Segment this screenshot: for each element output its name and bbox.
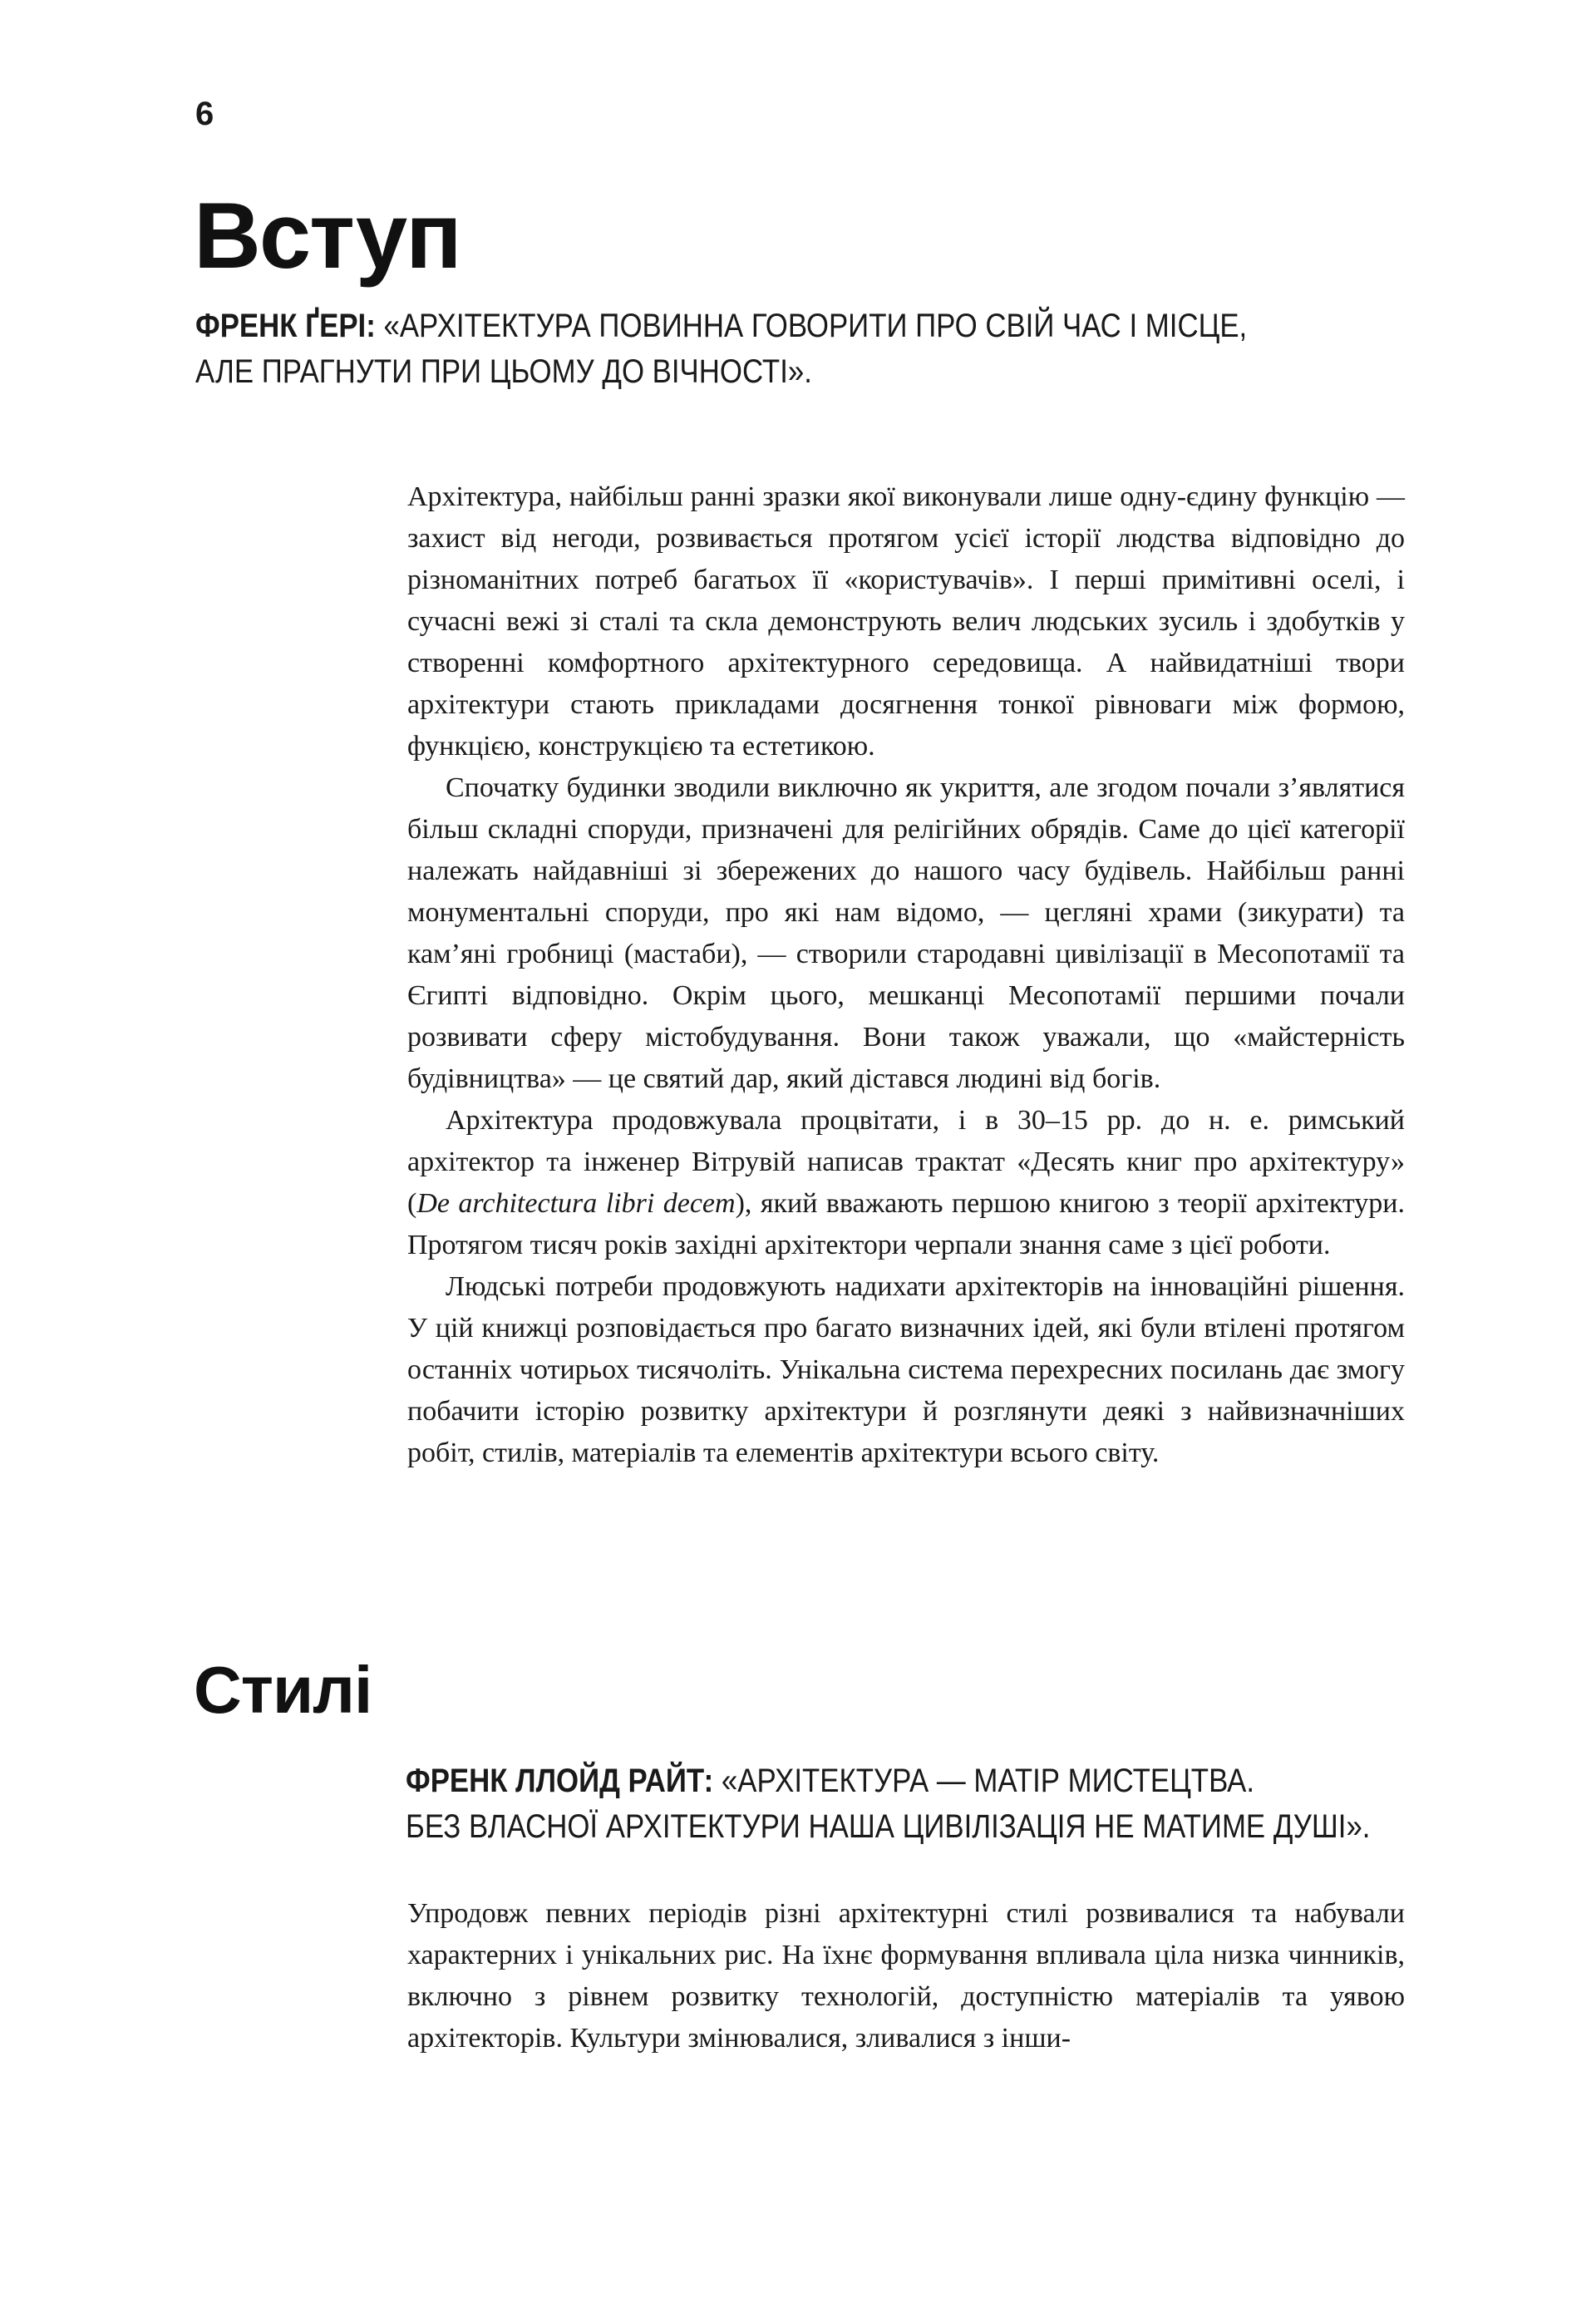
body-paragraph: Спочатку будинки зводили виключно як укриття, але згодом почали з’являтися більш складні споруди, призначені для релігійних обрядів. Саме до цієї категорії належать найдавніші зі збережених до нашого часу будівель. Найбільш ранні монументальні споруди, про які нам відомо, — цегляні храми (зикурати) та кам’яні гробниці (мастаби), — створили стародавні цивілізації в Месопотамії та Єгипті відповідно. Окрім цього, мешканці Месопотамії першими почали розвивати сферу містобудування. Вони також уважали, що «майстерність будівництва» — це святий дар, який дістався людині від богів.	[407, 772, 1405, 1094]
styles-body	[407, 1893, 1405, 2059]
page-number: 6	[195, 96, 214, 132]
epigraph-quote-line: АЛЕ ПРАГНУТИ ПРИ ЦЬОМУ ДО ВІЧНОСТІ».	[195, 353, 812, 390]
section-heading-styles: Стилі	[194, 1653, 372, 1727]
epigraph-quote-line: БЕЗ ВЛАСНОЇ АРХІТЕКТУРИ НАША ЦИВІЛІЗАЦІЯ НЕ МАТИМЕ ДУШІ».	[406, 1808, 1371, 1845]
epigraph-line	[406, 1758, 1370, 1804]
body-paragraph: Упродовж певних періодів різні архітектурні стилі розвивалися та набували характерних і унікальних рис. На їхнє формування впливала ціла низка чинників, включно з рівнем розвитку технологій, доступністю матеріалів та уявою архітекторів. Культури змінювалися, зливалися з інши-	[407, 1898, 1405, 2054]
body-paragraph: Архітектура, найбільш ранні зразки якої виконували лише одну-єдину функцію — захист від негоди, розвивається протягом усієї історії людства відповідно до різноманітних потреб багатьох її «користувачів». І перші примітивні оселі, і сучасні вежі зі сталі та скла демонструють велич людських зусиль і здобутків у створенні комфортного архітектурного середовища. А найвидатніші твори архітектури стають прикладами досягнення тонкої рівноваги між формою, функцією, конструкцією та естетикою.	[407, 481, 1405, 762]
epigraph-author: ФРЕНК ҐЕРІ:	[195, 308, 376, 344]
body-paragraph: Людські потреби продовжують надихати архітекторів на інноваційні рішення. У цій книжці розповідається про багато визначних ідей, які були втілені протягом останніх чотирьох тисячоліть. Унікальна система перехресних посилань дає змогу побачити історію розвитку архітектури й розглянути деякі з найвизначніших робіт, стилів, матеріалів та елементів архітектури всього світу.	[407, 1271, 1405, 1468]
book-title: De architectura libri decem	[416, 1188, 736, 1219]
epigraph-line	[195, 303, 1247, 349]
section-heading-intro: Вступ	[194, 184, 461, 288]
epigraph-quote-line: «АРХІТЕКТУРА ПОВИННА ГОВОРИТИ ПРО СВІЙ ЧАС І МІСЦЕ,	[383, 308, 1248, 344]
epigraph-styles	[406, 1758, 1370, 1850]
intro-body	[407, 476, 1405, 1474]
epigraph-quote-line: «АРХІТЕКТУРА — МАТІР МИСТЕЦТВА.	[721, 1763, 1255, 1799]
paragraph-text: ), який вважають першою книгою з теорії архітектури. Протягом тисяч років західні архітектори черпали знання саме з цієї роботи.	[407, 1188, 1405, 1260]
paragraph-text: Архітектура продовжувала процвітати, і в 30–15 рр. до н. е. римський архітектор та інженер Вітрувій написав трактат «Десять книг про архітектуру» (	[407, 1105, 1405, 1219]
epigraph-author: ФРЕНК ЛЛОЙД РАЙТ:	[406, 1763, 714, 1799]
epigraph-intro	[195, 303, 1247, 395]
body-paragraph	[407, 1100, 1405, 1266]
